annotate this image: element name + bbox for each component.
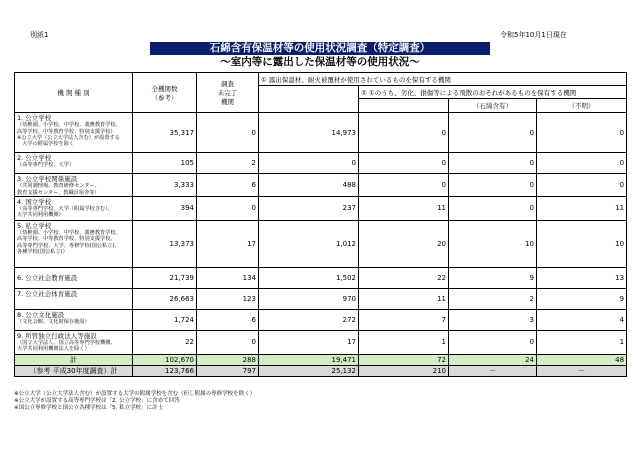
header-category: 機 関 種 別 [15, 73, 133, 113]
header-total: 全機関数 （参考） [133, 73, 197, 113]
cell-unknown: 10 [537, 220, 627, 267]
cell-section2: 0 [359, 174, 449, 197]
header-asbestos: （石綿含有） [449, 99, 537, 113]
cell-section2: 11 [359, 196, 449, 220]
cell-total: 26,663 [133, 288, 197, 309]
cell-total: 3,333 [133, 174, 197, 197]
cell-unknown: 13 [537, 267, 627, 288]
row-category: 8. 公立文化施設 [17, 310, 65, 319]
cell-total: 35,317 [133, 113, 197, 153]
row-category: 2. 公立学校 [17, 154, 52, 162]
cell-not-done: 6 [197, 309, 259, 330]
table-row [15, 196, 627, 220]
cell-total: 22 [133, 330, 197, 354]
row-category: 5. 私立学校 [17, 221, 52, 230]
table-row [15, 288, 627, 309]
reference-not-done: 797 [197, 365, 259, 376]
cell-section2: 0 [359, 153, 449, 174]
row-label [15, 288, 133, 309]
header-section2-blank [359, 99, 449, 113]
row-label [15, 309, 133, 330]
total-row [15, 354, 627, 365]
cell-section1: 1,502 [259, 267, 359, 288]
table-row [15, 330, 627, 354]
cell-total: 13,373 [133, 220, 197, 267]
cell-not-done: 134 [197, 267, 259, 288]
cell-not-done: 0 [197, 330, 259, 354]
row-label [15, 220, 133, 267]
row-subtext: （国立大学法人、国立高等専門学校機構、 大学共同利用機関法人を除く） [17, 340, 116, 353]
cell-asbestos: 9 [449, 267, 537, 288]
row-subtext: （高等専門学校、大学（附属学校含む）、 大学共同利用機関） [17, 206, 113, 219]
cell-total: 1,724 [133, 309, 197, 330]
page-subtitle: ～室内等に露出した保温材等の使用状況～ [220, 56, 420, 68]
footnotes [14, 391, 255, 412]
cell-not-done: 0 [197, 196, 259, 220]
cell-section1: 272 [259, 309, 359, 330]
total-total: 102,670 [133, 354, 197, 365]
cell-asbestos: 0 [449, 174, 537, 197]
cell-asbestos: 2 [449, 288, 537, 309]
cell-section1: 237 [259, 196, 359, 220]
cell-asbestos: 0 [449, 196, 537, 220]
cell-section1: 17 [259, 330, 359, 354]
total-unknown: 48 [537, 354, 627, 365]
document-label: 別紙1 [30, 31, 49, 39]
row-category: 1. 公立学校 [17, 114, 52, 122]
cell-section1: 0 [259, 153, 359, 174]
row-category: 9. 所管独立行政法人等施設 [17, 331, 97, 340]
table-row [15, 153, 627, 174]
cell-section1: 970 [259, 288, 359, 309]
cell-section2: 7 [359, 309, 449, 330]
page-title: 石綿含有保温材等の使用状況調査（特定調査） [150, 42, 490, 55]
row-label [15, 196, 133, 220]
cell-unknown: 0 [537, 174, 627, 197]
cell-asbestos: 0 [449, 153, 537, 174]
cell-unknown: 1 [537, 330, 627, 354]
row-label [15, 330, 133, 354]
footnote: ※公立大学が設置する高等専門学校は「2. 公立学校」に含めて回答 [14, 398, 180, 404]
cell-total: 394 [133, 196, 197, 220]
reference-row [15, 365, 627, 376]
cell-asbestos: 3 [449, 309, 537, 330]
cell-section1: 14,973 [259, 113, 359, 153]
survey-table [14, 72, 627, 377]
row-category: 4. 国立学校 [17, 197, 52, 206]
cell-section1: 488 [259, 174, 359, 197]
reference-section2: 210 [359, 365, 449, 376]
cell-section2: 11 [359, 288, 449, 309]
cell-section2: 0 [359, 113, 449, 153]
footnote: ※国公立専修学校と国公立各種学校は「5. 私立学校」に計上 [14, 405, 164, 411]
table-row [15, 174, 627, 197]
cell-section2: 22 [359, 267, 449, 288]
cell-asbestos: 0 [449, 330, 537, 354]
row-subtext: （幼稚園、小学校、中学校、義務教育学校、 高等学校、中等教育学校、特別支援学校、 高等専門学校、大学、専修学校(国公私立)、 各種学校(国公私立)） [17, 230, 121, 256]
reference-unknown: － [537, 365, 627, 376]
table-row [15, 220, 627, 267]
cell-asbestos: 10 [449, 220, 537, 267]
table-row [15, 267, 627, 288]
cell-not-done: 17 [197, 220, 259, 267]
reference-label: （参考 平成30年度調査）計 [15, 365, 133, 376]
cell-total: 21,739 [133, 267, 197, 288]
total-section1: 19,471 [259, 354, 359, 365]
total-label: 計 [15, 354, 133, 365]
cell-total: 105 [133, 153, 197, 174]
row-label [15, 174, 133, 197]
cell-section2: 1 [359, 330, 449, 354]
cell-unknown: 4 [537, 309, 627, 330]
total-not-done: 288 [197, 354, 259, 365]
cell-section2: 20 [359, 220, 449, 267]
cell-not-done: 6 [197, 174, 259, 197]
reference-total: 123,766 [133, 365, 197, 376]
row-label [15, 153, 133, 174]
row-label [15, 267, 133, 288]
header-section2: ② ①のうち、劣化、損傷等による飛散のおそれがあるものを保有する機関 [359, 86, 627, 99]
cell-unknown: 9 [537, 288, 627, 309]
cell-section1: 1,012 [259, 220, 359, 267]
row-subtext: （共同調理場、教育研修センター、 教育支援センター、教職員宿舎等） [17, 183, 100, 196]
row-category: 7. 公立社会体育施設 [17, 289, 78, 298]
table-row [15, 113, 627, 153]
row-category: 3. 公立学校関係施設 [17, 175, 78, 183]
table-row [15, 309, 627, 330]
cell-not-done: 2 [197, 153, 259, 174]
header-unknown: （不明） [537, 99, 627, 113]
reference-asbestos: － [449, 365, 537, 376]
footnote: ※公立大学（公立大学法人含む）が設置する大学の附属学校を含む（但し附属の専修学校を除く） [14, 391, 256, 397]
survey-date: 令和5年10月1日現在 [500, 31, 567, 39]
cell-unknown: 0 [537, 113, 627, 153]
header-section1: ① 露出保温材、耐火被覆材が使用されているものを保有する機関 [259, 73, 627, 86]
cell-not-done: 123 [197, 288, 259, 309]
cell-asbestos: 0 [449, 113, 537, 153]
total-asbestos: 24 [449, 354, 537, 365]
total-section2: 72 [359, 354, 449, 365]
cell-unknown: 0 [537, 153, 627, 174]
cell-not-done: 0 [197, 113, 259, 153]
row-label [15, 113, 133, 153]
row-category: 6. 公立社会教育施設 [17, 274, 78, 283]
reference-section1: 25,132 [259, 365, 359, 376]
cell-unknown: 11 [537, 196, 627, 220]
header-section1-blank [259, 86, 359, 113]
header-not-done: 調査 未完了 機関 [197, 73, 259, 113]
row-subtext: （幼稚園、小学校、中学校、義務教育学校、 高等学校、中等教育学校、特別支援学校） ※公立大学（公立大学法人含む）が設置する 大学の附属学校を除く [17, 122, 121, 148]
row-subtext: （文化会館、文化財保存施設） [17, 319, 90, 326]
row-subtext: （高等専門学校、大学） [17, 162, 75, 169]
